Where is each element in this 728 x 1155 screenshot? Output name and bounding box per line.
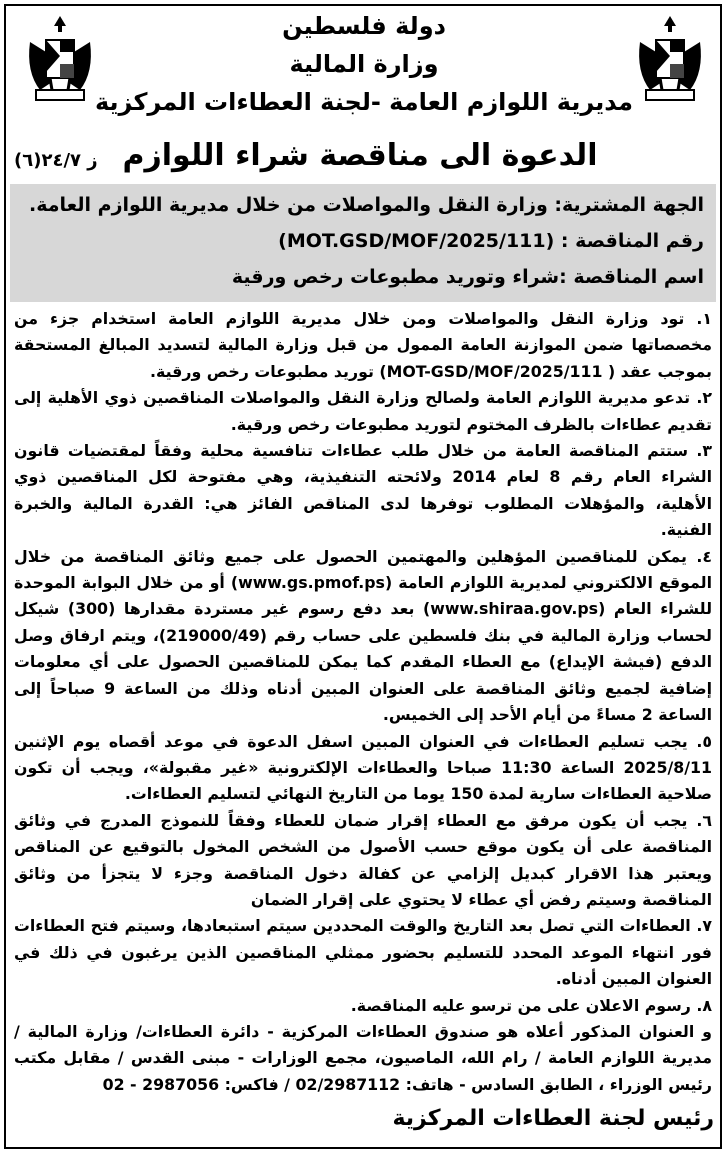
address-paragraph: و العنوان المذكور أعلاه هو صندوق العطاءات المركزية - دائرة العطاءات/ وزارة المالية / مديرية اللوازم العامة / رام الله، الماصيون، مجمع الوزارات - مبنى القدس / مقابل مكتب رئيس الوزراء ، الطابق السادس - هاتف: 02/2987112 / فاكس: 2987056 - 02 bbox=[14, 1021, 712, 1094]
clause-6: ٦. يجب أن يكون مرفق مع العطاء إقرار ضمان للعطاء وفقاً للنموذج المدرج في وثائق المناقصة على أن يكون موقع حسب الأصول من الشخص المخول بالتوقيع عن المناقص ويعتبر هذا الاقرار كبديل إلزامي عن كفالة دخول المناقصة وجزء لا يتجزأ من وثائق المناقصة وسيتم رفض أي عطاء لا يحتوي على إقرار الضمان bbox=[14, 810, 712, 909]
tender-info-box bbox=[10, 184, 716, 302]
clause-4: ٤. يمكن للمناقصين المؤهلين والمهتمين الحصول على جميع وثائق المناقصة من خلال الموقع الالكتروني لمديرية اللوازم العامة (www.gs.pmof.ps) أو من خلال البوابة الموحدة للشراء العام (www.shiraa.gov.ps) بعد دفع رسوم غير مستردة مقدارها (300) شيكل لحساب وزارة المالية في بنك فلسطين على حساب رقم (219000/49)، ويتم ارفاق وصل الدفع (فيشة الإيداع) مع العطاء المقدم كما يمكن للمناقصين الحصول على أي معلومات إضافية لجميع وثائق المناقصة على العنوان المبين أدناه وذلك من الساعة 9 صباحاً إلى الساعة 2 مساءً من أيام الأحد إلى الخميس. bbox=[14, 546, 713, 725]
clause-5: ٥. يجب تسليم العطاءات في العنوان المبين اسفل الدعوة في موعد أقصاه يوم الإثنين 2025/8/11 الساعة 11:30 صباحا والعطاءات الإلكترونية «غير مقبولة»، ويجب أن تكون صلاحية العطاءات سارية لمدة 150 يوما من التاريخ النهائي لتسليم العطاءات. bbox=[14, 731, 712, 804]
notice-title: الدعوة الى مناقصة شراء اللوازم bbox=[122, 138, 598, 173]
signature-line: رئيس لجنة العطاءات المركزية bbox=[392, 1106, 714, 1131]
tender-number-line: رقم المناقصة : (MOT.GSD/MOF/2025/111) bbox=[278, 230, 704, 252]
header-state: دولة فلسطين bbox=[282, 12, 446, 40]
buyer-line: الجهة المشترية: وزارة النقل والمواصلات من خلال مديرية اللوازم العامة. bbox=[29, 194, 704, 216]
clause-7: ٧. العطاءات التي تصل بعد التاريخ والوقت المحددين سيتم استبعادها، وسيتم فتح العطاءات فور انتهاء الموعد المحدد للتسليم بحضور ممثلي المناقصين الذين يرغبون في ذلك في العنوان المبين أدناه. bbox=[14, 916, 712, 989]
header-directorate: مديرية اللوازم العامة -لجنة العطاءات المركزية bbox=[94, 88, 634, 116]
clause-1: ١. تود وزارة النقل والمواصلات ومن خلال مديرية اللوازم العامة استخدام جزء من مخصصاتها ضمن الموازنة العامة الممول من قبل وزارة المالية لتسديد المبالغ المستحقة بموجب عقد ( MOT-GSD/MOF/2025/111) توريد مطبوعات رخص ورقية. bbox=[14, 309, 712, 381]
reference-code: ز ٢٤/٧(٦) bbox=[14, 150, 98, 171]
header-ministry: وزارة المالية bbox=[289, 50, 439, 78]
tender-name-line: اسم المناقصة :شراء وتوريد مطبوعات رخص ورقية bbox=[231, 266, 704, 288]
clause-2: ٢. تدعو مديرية اللوازم العامة ولصالح وزارة النقل والمواصلات المناقصين ذوي الأهلية إلى تقديم عطاءات بالظرف المختوم لتوريد مطبوعات رخص ورقية. bbox=[14, 388, 712, 434]
clause-8: ٨. رسوم الاعلان على من ترسو عليه المناقصة. bbox=[350, 995, 712, 1015]
clause-3: ٣. ستتم المناقصة العامة من خلال طلب عطاءات تنافسية محلية وفقاً لمقتضيات قانون الشراء العام رقم 8 لعام 2014 ولائحته التنفيذية، وهي مفتوحة لكل المناقصين ذوي الأهلية، والمؤهلات المطلوب توفرها لدى المناقص الفائز هي: القدرة المالية والخبرة الفنية. bbox=[14, 441, 712, 540]
notice-body bbox=[14, 306, 712, 1098]
